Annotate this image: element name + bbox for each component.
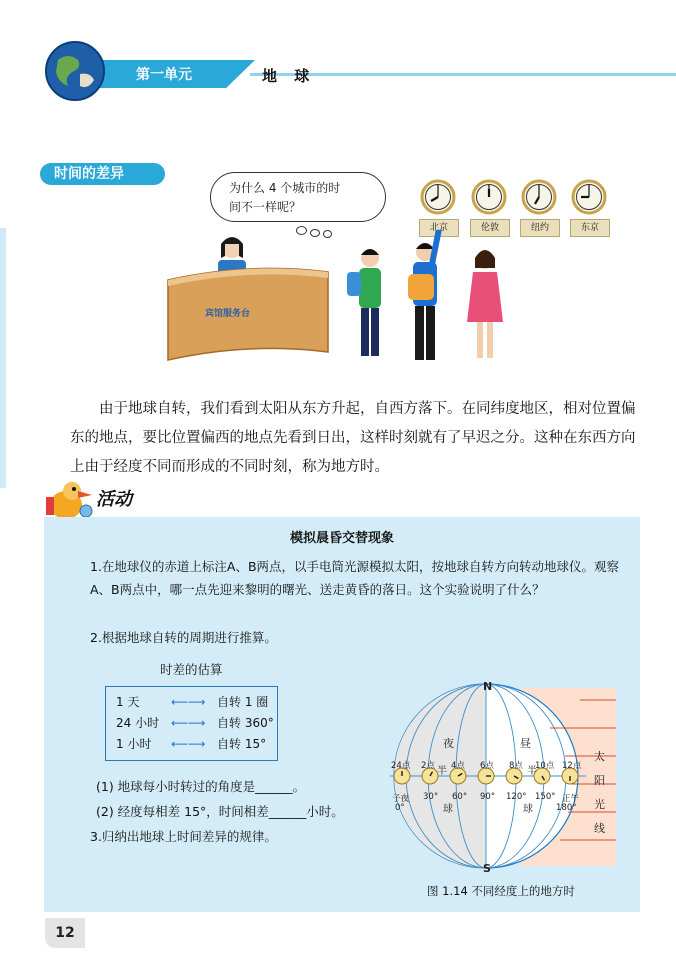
estimate-row [106,712,277,733]
sunlight-char: 阳 [594,774,605,787]
bubble-line-2: 间不一样呢？ [229,200,302,214]
double-arrow-icon: ⟵⟶ [171,715,206,730]
bubble-line-1: 为什么 4 个城市的时 [229,181,341,195]
local-time-globe-figure [390,680,620,880]
half-left-label: 半 [437,766,447,777]
estimate-title: 时差的估算 [160,662,223,677]
student-boy-green [347,249,381,356]
clock-city-label: 伦敦 [470,219,510,237]
night-label: 夜 [443,737,454,750]
speech-bubble [210,172,386,222]
sunlight-char: 光 [594,798,605,811]
hour-label: 12点 [562,761,582,771]
unit-title: 第一单元 [136,67,192,83]
degree-label: 30° [423,792,439,802]
section-heading: 时间的差异 [40,163,165,185]
estimate-row [106,733,277,754]
estimate-right: 自转 1 圈 [217,695,269,709]
degree-label: 150° [535,792,556,802]
estimate-box [105,686,278,761]
activity-label: 活动 [96,489,132,510]
estimate-right: 自转 15° [217,737,267,751]
hour-label: 6点 [480,761,494,771]
activity-step-3: 3.归纳出地球上时间差异的规律。 [90,829,277,844]
question-2: (2) 经度每相差 15°，时间相差______小时。 [96,804,344,819]
day-label: 昼 [520,737,531,750]
page-number: 12 [45,918,85,948]
clock-icon [471,179,507,215]
sunlight-char: 线 [594,822,605,835]
clock-city-label: 北京 [419,219,459,237]
degree-label: 60° [452,792,468,802]
hour-label: 2点 [421,761,435,771]
clock-city-label: 纽约 [520,219,560,237]
double-arrow-icon: ⟵⟶ [171,736,206,751]
estimate-right: 自转 360° [217,716,274,730]
estimate-left: 24 小时 [116,716,160,730]
ball-right-label: 球 [523,804,533,815]
margin-strip [0,228,6,488]
degree-label: 120° [506,792,527,802]
estimate-left: 1 天 [116,695,140,709]
estimate-left: 1 小时 [116,737,152,751]
clock-icon [420,179,456,215]
clock-city-label: 东京 [570,219,610,237]
ball-left-label: 球 [443,804,453,815]
student-boy-pointing [408,230,440,360]
south-label: S [483,862,491,875]
question-1: (1) 地球每小时转过的角度是______。 [96,779,306,794]
desk-sign: 宾馆服务台 [205,309,251,319]
hour-label: 4点 [451,761,465,771]
midnight-label: 子夜 [392,794,410,804]
hour-label: 24点 [391,761,411,771]
degree-label: 180° [556,803,577,813]
noon-label: 正午 [562,794,580,804]
globe-icon [44,40,106,102]
sunlight-char: 太 [594,750,605,763]
clock-icon [521,179,557,215]
body-paragraph: 由于地球自转，我们看到太阳从东方升起，自西方落下。在同纬度地区，相对位置偏东的地点，要比位置偏西的地点先看到日出，这样时刻就有了早迟之分。这种在东西方向上由于经度不同而形成的不同时刻，称为地方时。 [70,401,636,475]
north-label: N [483,680,493,693]
hour-label: 10点 [535,761,555,771]
clock-icon [571,179,607,215]
figure-caption: 图 1.14 不同经度上的地方时 [427,884,575,898]
activity-step-1: 1.在地球仪的赤道上标注A、B两点，以手电筒光源模拟太阳，按地球自转方向转动地球仪。观察A、B两点中，哪一点先迎来黎明的曙光、送走黄昏的落日。这个实验说明了什么？ [90,559,620,597]
double-arrow-icon: ⟵⟶ [171,694,206,709]
half-right-label: 半 [527,766,537,777]
activity-step-2: 2.根据地球自转的周期进行推算。 [90,630,277,645]
estimate-row [106,691,277,712]
chapter-title: 地 球 [262,67,316,85]
degree-label: 0° [395,803,405,813]
student-girl-pink [467,250,503,358]
sunlight-label [594,745,606,841]
degree-label: 90° [480,792,496,802]
hour-label: 8点 [509,761,523,771]
hotel-scene-illustration [160,230,520,370]
activity-title: 模拟晨昏交替现象 [289,531,394,546]
